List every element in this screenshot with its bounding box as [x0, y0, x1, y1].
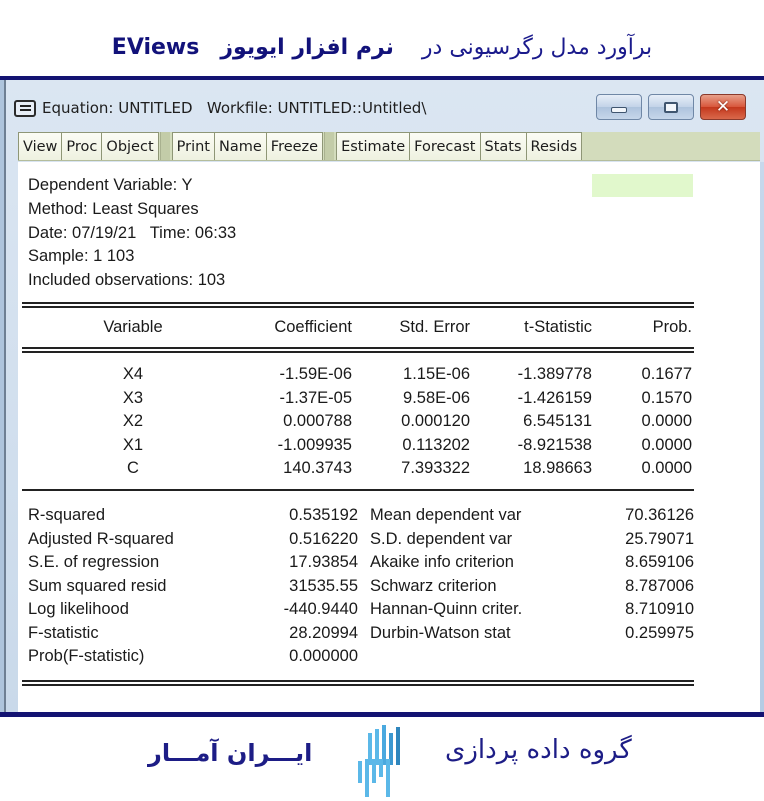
cell-prob: 0.0000	[641, 435, 692, 454]
toolbar-separator	[324, 132, 334, 160]
stat-label: Adjusted R-squared	[28, 529, 174, 548]
col-t-statistic: t-Statistic	[524, 318, 592, 336]
minimize-icon	[611, 107, 627, 113]
table-rule	[22, 302, 694, 308]
proc-button[interactable]: Proc	[61, 132, 102, 160]
equation-window	[0, 80, 764, 712]
cell-variable: X2	[122, 412, 144, 430]
stat-label: Prob(F-statistic)	[28, 647, 145, 665]
banner-title-part1: برآورد مدل رگرسیونی در	[421, 34, 653, 60]
estimation-header	[28, 174, 236, 293]
banner-title	[112, 35, 652, 60]
cell-t-statistic: -1.389778	[517, 365, 592, 383]
equation-toolbar	[18, 132, 760, 161]
freeze-button[interactable]: Freeze	[266, 132, 323, 160]
maximize-button[interactable]	[648, 94, 694, 120]
cell-std-error: 0.000120	[401, 412, 470, 430]
stat-label: Schwarz criterion	[370, 576, 497, 595]
stat-row	[28, 647, 694, 671]
stat-label: Durbin-Watson stat	[370, 623, 511, 642]
caption-buttons	[596, 94, 746, 120]
cell-prob: 0.1570	[641, 388, 692, 407]
window-menu-icon[interactable]	[14, 100, 36, 117]
stat-label: Akaike info criterion	[370, 553, 514, 571]
bar-chart-logo-icon	[354, 723, 414, 799]
cell-coefficient: -1.59E-06	[279, 365, 352, 383]
stat-row	[28, 506, 694, 530]
stat-value: 0.516220	[289, 529, 358, 548]
stat-value: 28.20994	[289, 623, 358, 642]
cell-coefficient: 140.3743	[283, 459, 352, 477]
forecast-button[interactable]: Forecast	[409, 132, 480, 160]
stat-label: S.E. of regression	[28, 553, 160, 571]
window-title: Equation: UNTITLED Workfile: UNTITLED::Untitled\	[42, 99, 427, 117]
estimation-output-pane[interactable]	[18, 162, 760, 712]
print-button[interactable]: Print	[172, 132, 215, 160]
footer-branding	[0, 717, 764, 801]
stat-value: 25.79071	[625, 529, 694, 548]
toolbar-separator	[160, 132, 170, 160]
cell-prob: 0.0000	[641, 459, 692, 477]
maximize-icon	[664, 102, 678, 113]
cell-coefficient: -1.009935	[277, 435, 352, 454]
cell-prob: 0.0000	[641, 412, 692, 430]
table-row	[22, 436, 694, 460]
stat-value: -440.9440	[283, 600, 358, 618]
stat-row	[28, 577, 694, 601]
col-prob: Prob.	[652, 318, 692, 336]
resids-button[interactable]: Resids	[526, 132, 583, 160]
cell-t-statistic: 18.98663	[523, 459, 592, 477]
stat-row	[28, 624, 694, 648]
minimize-button[interactable]	[596, 94, 642, 120]
stat-value: 0.259975	[625, 623, 694, 642]
coef-table-header	[22, 318, 694, 342]
stat-label: S.D. dependent var	[370, 529, 513, 548]
view-button[interactable]: View	[18, 132, 62, 160]
stat-value: 0.000000	[289, 647, 358, 665]
table-rule	[22, 489, 694, 491]
close-button[interactable]	[700, 94, 746, 120]
cell-t-statistic: -8.921538	[517, 435, 592, 454]
stat-label: Hannan-Quinn criter.	[370, 600, 523, 618]
cell-std-error: 7.393322	[401, 459, 470, 477]
sample: Sample: 1 103	[28, 247, 135, 266]
status-indicator	[592, 174, 693, 197]
stat-row	[28, 600, 694, 624]
stat-label: Sum squared resid	[28, 576, 167, 595]
cell-t-statistic: 6.545131	[523, 412, 592, 430]
page-banner	[0, 0, 764, 76]
name-button[interactable]: Name	[214, 132, 267, 160]
table-rule	[22, 680, 694, 686]
col-std-error: Std. Error	[399, 318, 470, 336]
dependent-variable: Dependent Variable: Y	[28, 176, 193, 194]
window-titlebar[interactable]	[14, 92, 754, 124]
cell-std-error: 0.113202	[402, 435, 470, 454]
stat-value: 70.36126	[625, 506, 694, 524]
banner-title-eviews: EViews	[111, 34, 200, 60]
stat-label: Log likelihood	[28, 600, 129, 618]
cell-std-error: 1.15E-06	[403, 365, 470, 383]
cell-variable: X3	[122, 388, 144, 407]
stat-row	[28, 553, 694, 577]
cell-variable: X4	[122, 365, 144, 383]
cell-coefficient: 0.000788	[283, 412, 352, 430]
stat-row	[28, 530, 694, 554]
group-name: گروه داده پردازی	[445, 735, 632, 765]
table-row	[22, 459, 694, 483]
stat-value: 0.535192	[289, 506, 358, 524]
table-rule	[22, 347, 694, 353]
estimate-button[interactable]: Estimate	[336, 132, 410, 160]
stat-label: F-statistic	[28, 623, 99, 642]
stats-button[interactable]: Stats	[480, 132, 527, 160]
col-variable: Variable	[103, 318, 163, 336]
table-row	[22, 389, 694, 413]
table-row	[22, 365, 694, 389]
method: Method: Least Squares	[28, 199, 199, 218]
stat-value: 8.710910	[625, 600, 694, 618]
object-button[interactable]: Object	[101, 132, 158, 160]
banner-title-software: نرم افزار ایویوز	[220, 34, 394, 60]
stat-value: 8.659106	[625, 553, 694, 571]
stat-value: 17.93854	[289, 553, 358, 571]
cell-prob: 0.1677	[641, 365, 692, 383]
stat-value: 8.787006	[625, 576, 694, 595]
cell-coefficient: -1.37E-05	[279, 388, 352, 407]
stat-label: Mean dependent var	[370, 506, 522, 524]
cell-variable: C	[127, 459, 139, 477]
close-icon: ✕	[715, 97, 731, 117]
cell-std-error: 9.58E-06	[403, 388, 470, 407]
stat-label: R-squared	[28, 506, 106, 524]
included-observations: Included observations: 103	[28, 271, 226, 290]
cell-t-statistic: -1.426159	[517, 388, 592, 407]
brand-name: ایـــران آمـــار	[148, 739, 313, 767]
date-time: Date: 07/19/21 Time: 06:33	[28, 223, 237, 242]
col-coefficient: Coefficient	[274, 318, 352, 336]
cell-variable: X1	[122, 435, 144, 454]
table-row	[22, 412, 694, 436]
stat-value: 31535.55	[289, 576, 358, 595]
